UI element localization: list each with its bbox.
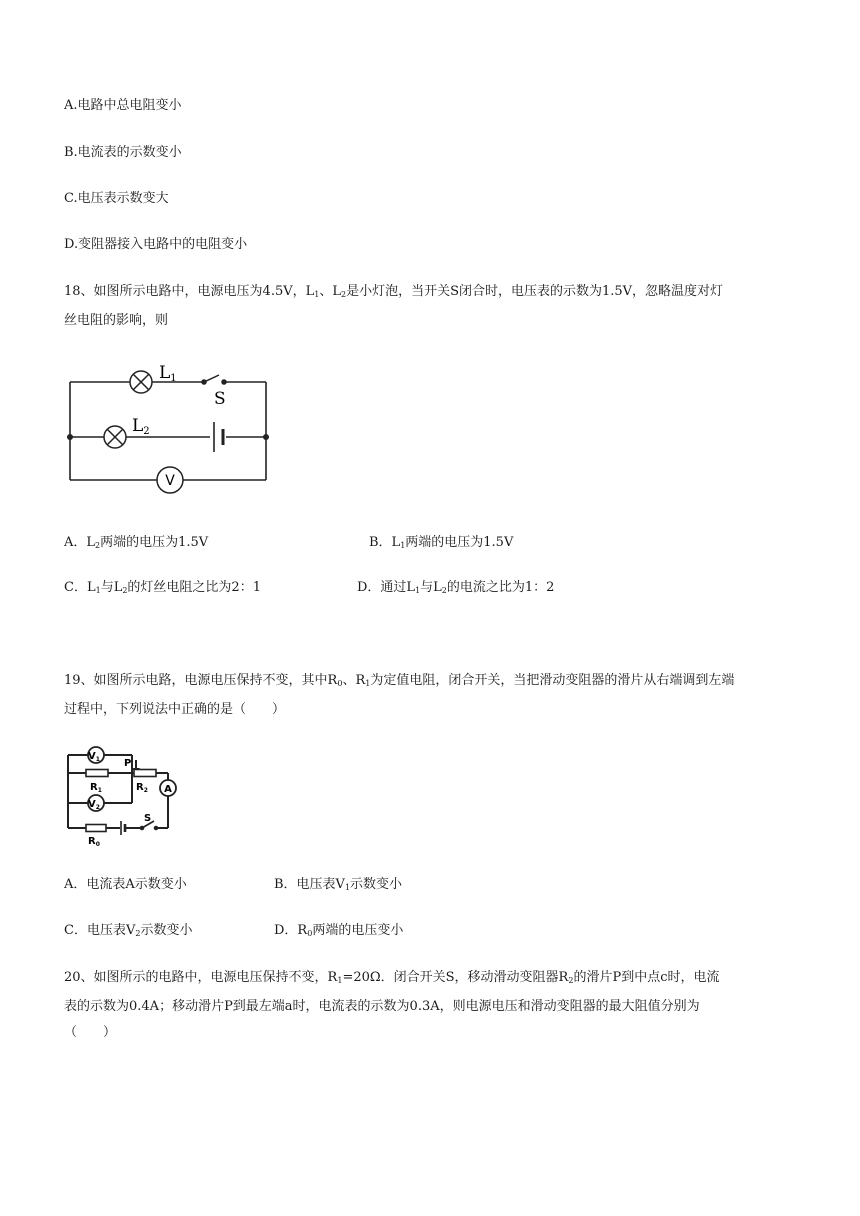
label-p: P [124,758,132,769]
q19-option-c: C．电压表$V_2$示数变小 [64,923,193,938]
resistor-r1 [86,770,108,777]
q19-stem: 19、如图所示电路，电源电压保持不变，其中$R_0$、$R_1$为定值电阻，闭合开关，当把滑动变阻器的滑片从右端调到左端 过程中，下列说法中正确的是（ ） [64,673,735,717]
q18-option-b: B．$L_1$两端的电压为1.5V [369,535,514,550]
q18-stem: 18、如图所示电路中，电源电压为4.5V，$L_1$、$L_2$是小灯泡，当开关S闭合时，电压表的示数为1.5V，忽略温度对灯 丝电阻的影响，则 [64,284,724,328]
q19-option-a: A．电流表A示数变小 [64,877,187,892]
switch-s [202,375,226,384]
resistor-r2 [134,770,156,777]
q18-circuit-diagram [64,360,274,500]
lamp-l1 [130,371,152,393]
junction-right [263,434,269,440]
label-v1: $V_1$ [88,751,100,763]
q19-option-b: B．电压表$V_1$示数变小 [274,877,403,892]
label-l1: L1 [159,363,177,384]
battery [214,422,223,452]
lamp-l2 [104,426,126,448]
label-r2: $R_2$ [136,782,148,794]
q19-option-d: D．$R_0$两端的电压变小 [274,923,404,938]
label-a: A [164,784,172,795]
q17-option-a: A.电路中总电阻变小 [64,98,182,113]
junction-left [67,434,73,440]
label-r0: $R_0$ [88,836,100,848]
q18-option-d: D．通过$L_1$与$L_2$的电流之比为1：2 [357,580,555,595]
label-s: S [214,389,226,409]
label-r1: $R_1$ [90,782,102,794]
label-l2: L2 [132,416,150,437]
label-s: S [144,813,152,824]
q18-option-a: A．$L_2$两端的电压为1.5V [64,535,209,550]
label-v2: $V_2$ [88,799,100,811]
q17-option-c: C.电压表示数变大 [64,191,169,206]
q19-circuit-diagram [64,740,184,850]
q17-option-d: D.变阻器接入电路中的电阻变小 [64,237,248,252]
resistor-r0 [86,825,106,832]
q17-option-b: B.电流表的示数变小 [64,145,182,160]
battery [121,821,125,835]
label-v: V [165,473,175,489]
q18-option-c: C．$L_1$与$L_2$的灯丝电阻之比为2：1 [64,580,261,595]
q20-stem: 20、如图所示的电路中，电源电压保持不变，$R_1=20\Omega$．闭合开关S，移动滑动变阻器$R_2$的滑片P到中点c时，电流 表的示数为0.4A；移动滑片P到最左端a时，电流表的示数为0.3A，则电源电压和滑动变阻器的最大阻值分别为 （ ） [64,970,720,1040]
